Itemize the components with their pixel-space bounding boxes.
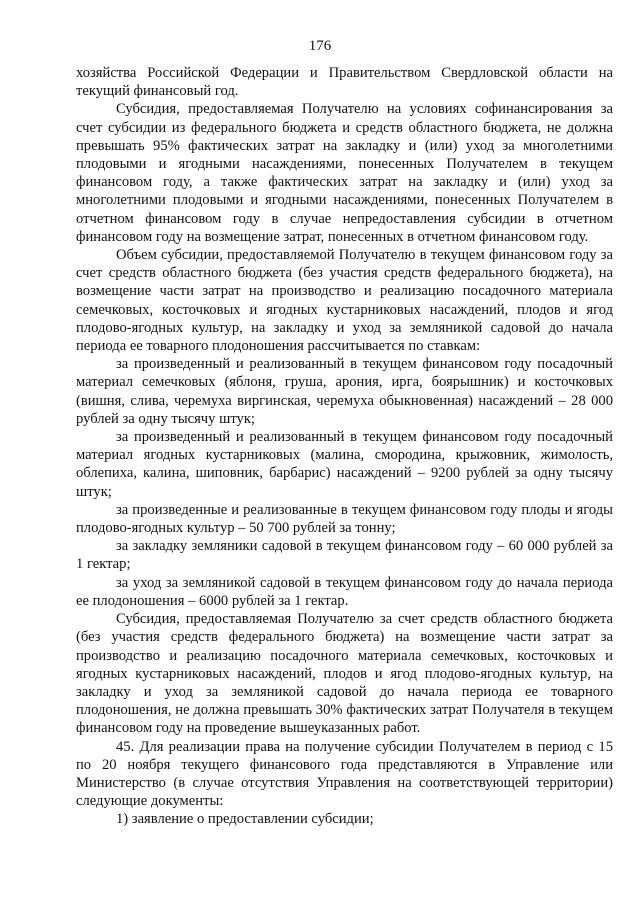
paragraph-rate-pome-stone: за произведенный и реализованный в текущем финансовом году посадочный материал семечковых (яблоня, груша, арония, ирга, боярышник) и косточковых (вишня, слива, черемуха виргинская, черемуха обыкновенная) насаждений – 28 000 рублей за одну тысячу штук;	[76, 356, 613, 427]
paragraph-continuation: хозяйства Российской Федерации и Правительством Свердловской области на текущий финансовый год.	[76, 65, 613, 100]
paragraph-subsidy-limit: Субсидия, предоставляемая Получателю за счет средств областного бюджета (без участия средств федерального бюджета) на возмещение части затрат за производство и реализацию посадочного материала семечковых, косточковых и ягодных кустарниковых насаждений, плодов и ягод плодово-ягодных культур, на закладку и уход за земляникой садовой до начала периода ее товарного плодоношения, не должна превышать 30% фактических затрат Получателя в текущем финансовом году на проведение вышеуказанных работ.	[76, 611, 613, 737]
page-number: 176	[308, 38, 332, 54]
paragraph-rate-fruits-berries: за произведенные и реализованные в текущем финансовом году плоды и ягоды плодово-ягодных культур – 50 700 рублей за тонну;	[76, 501, 613, 537]
paragraph-rate-strawberry-planting: за закладку земляники садовой в текущем финансовом году – 60 000 рублей за 1 гектар;	[76, 538, 613, 573]
paragraph-rate-berry-shrubs: за произведенный и реализованный в текущем финансовом году посадочный материал ягодных кустарниковых (малина, смородина, крыжовник, жимолость, облепиха, калина, шиповник, барбарис) насаждений – 9200 рублей за одну тысячу штук;	[76, 429, 613, 500]
paragraph-rate-strawberry-care: за уход за земляникой садовой в текущем финансовом году до начала периода ее плодоношения – 6000 рублей за 1 гектар.	[76, 574, 613, 609]
paragraph-item-45: 45. Для реализации права на получение субсидии Получателем в период с 15 по 20 ноября текущего финансового года представляются в Управление или Министерство (в случае отсутствия Управления на соответствующей территории) следующие документы:	[76, 738, 613, 810]
paragraph-subsidy-cofinancing: Субсидия, предоставляемая Получателю на условиях софинансирования за счет субсидии из федерального бюджета и средств областного бюджета, не должна превышать 95% фактических затрат на закладку и (или) уход за многолетними плодовыми и ягодными насаждениями, понесенных Получателем в текущем финансовом году, а также фактических затрат на закладку и (или) уход за многолетними плодовыми и ягодными насаждениями, понесенных Получателем в отчетном финансовом году в случае непредоставления субсидии в отчетном финансовом году на возмещение затрат, понесенных в отчетном финансовом году.	[76, 101, 613, 245]
paragraph-list-item-1: 1) заявление о предоставлении субсидии;	[116, 811, 374, 828]
paragraph-subsidy-volume: Объем субсидии, предоставляемой Получателю в текущем финансовом году за счет средств областного бюджета (без участия средств федерального бюджета), на возмещение части затрат на производство и реализацию посадочного материала семечковых, косточковых и ягодных кустарниковых насаждений, плодов и ягод плодово-ягодных культур, на закладку и уход за земляникой садовой до начала периода ее товарного плодоношения рассчитывается по ставкам:	[76, 247, 613, 355]
document-body	[76, 64, 613, 829]
